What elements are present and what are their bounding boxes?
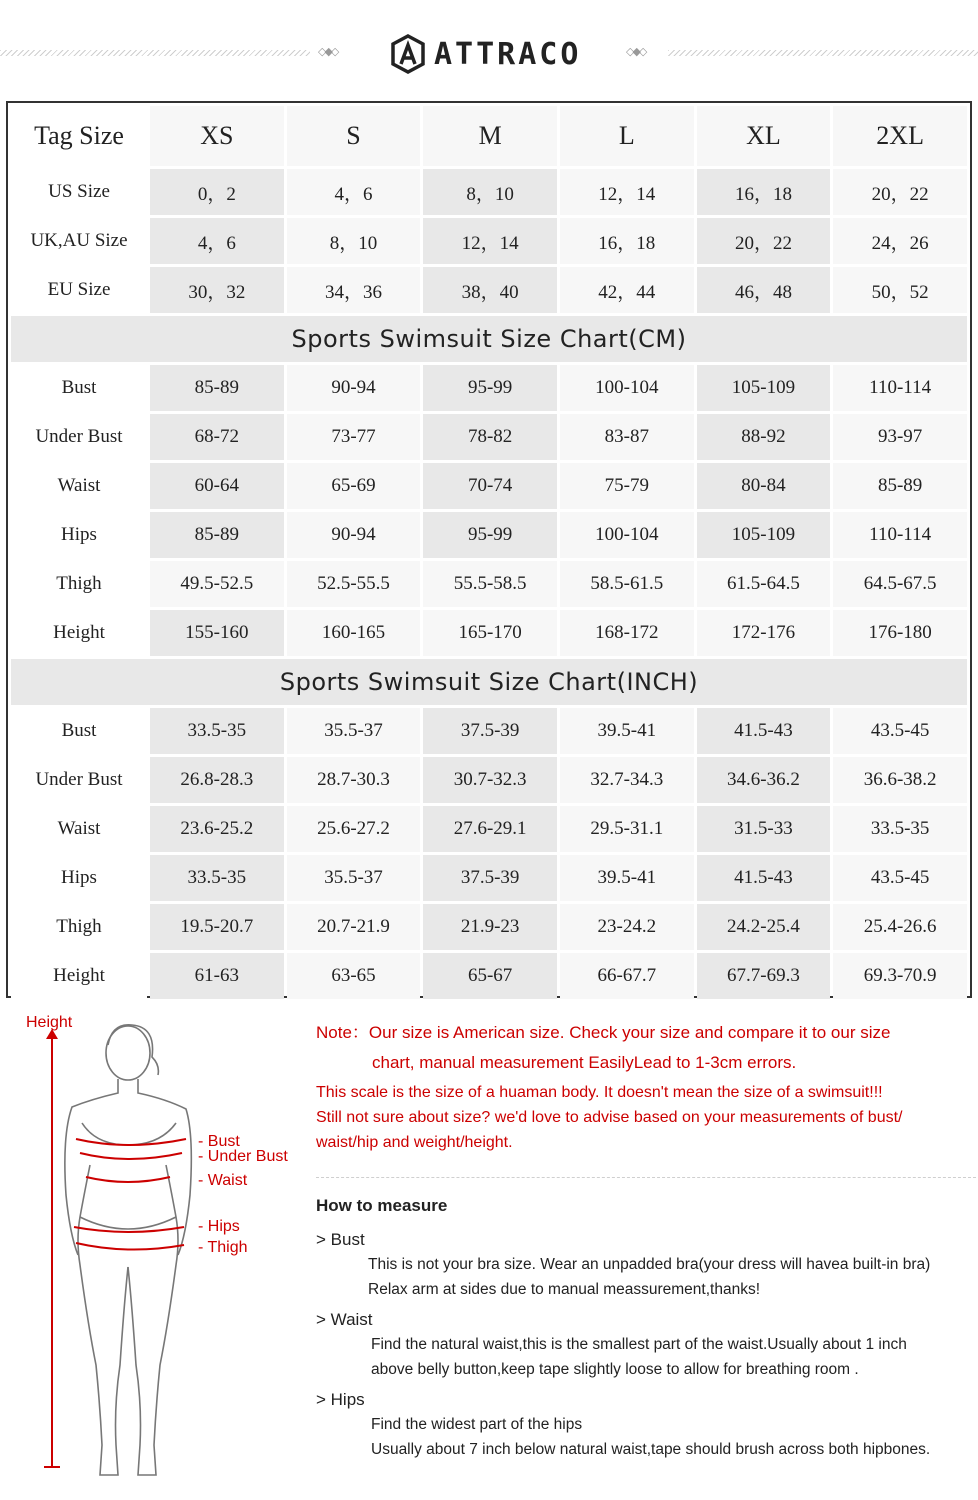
table-cell: 26.8-28.3 bbox=[150, 757, 284, 803]
row-label: US Size bbox=[11, 169, 147, 215]
hips-section-title: > Hips bbox=[316, 1390, 365, 1409]
header-hatch-left bbox=[0, 50, 310, 56]
table-cell: 43.5-45 bbox=[833, 708, 967, 754]
row-label: Height bbox=[11, 953, 147, 999]
row-label: Hips bbox=[11, 512, 147, 558]
table-cell: 4，6 bbox=[287, 169, 421, 215]
table-cell: 105-109 bbox=[697, 365, 831, 411]
table-cell: 160-165 bbox=[287, 610, 421, 656]
row-label: Under Bust bbox=[11, 414, 147, 460]
table-row bbox=[11, 463, 967, 509]
row-label: Hips bbox=[11, 855, 147, 901]
table-cell: 65-69 bbox=[287, 463, 421, 509]
table-cell: 30，32 bbox=[150, 267, 284, 313]
table-row bbox=[11, 610, 967, 656]
row-label: Waist bbox=[11, 463, 147, 509]
table-cell: 80-84 bbox=[697, 463, 831, 509]
hips-instructions bbox=[316, 1412, 976, 1462]
header-hatch-right bbox=[668, 50, 978, 56]
table-cell: 46，48 bbox=[697, 267, 831, 313]
table-cell: 52.5-55.5 bbox=[287, 561, 421, 607]
table-row bbox=[11, 267, 967, 313]
table-cell: 37.5-39 bbox=[423, 855, 557, 901]
scale-note bbox=[316, 1080, 976, 1155]
table-cell: 33.5-35 bbox=[150, 855, 284, 901]
cm-section-title: Sports Swimsuit Size Chart(CM) bbox=[11, 316, 967, 362]
table-cell: 63-65 bbox=[287, 953, 421, 999]
table-cell: 29.5-31.1 bbox=[560, 806, 694, 852]
table-cell: 69.3-70.9 bbox=[833, 953, 967, 999]
header bbox=[0, 0, 978, 100]
table-cell: 25.4-26.6 bbox=[833, 904, 967, 950]
section-header-row bbox=[11, 659, 967, 705]
table-cell: 21.9-23 bbox=[423, 904, 557, 950]
row-label: UK,AU Size bbox=[11, 218, 147, 264]
table-cell: 61.5-64.5 bbox=[697, 561, 831, 607]
table-cell: 0，2 bbox=[150, 169, 284, 215]
notes-section bbox=[316, 1018, 976, 1468]
header-cell: XS bbox=[150, 106, 284, 166]
table-cell: 24.2-25.4 bbox=[697, 904, 831, 950]
table-cell: 23.6-25.2 bbox=[150, 806, 284, 852]
row-label: Under Bust bbox=[11, 757, 147, 803]
hips-label: - Hips bbox=[198, 1218, 240, 1235]
table-cell: 176-180 bbox=[833, 610, 967, 656]
table-cell: 34.6-36.2 bbox=[697, 757, 831, 803]
hips-instruction-line: Find the widest part of the hips bbox=[371, 1416, 583, 1433]
row-label: EU Size bbox=[11, 267, 147, 313]
table-cell: 43.5-45 bbox=[833, 855, 967, 901]
table-cell: 110-114 bbox=[833, 365, 967, 411]
table-cell: 58.5-61.5 bbox=[560, 561, 694, 607]
brand-name: ATTRACO bbox=[434, 36, 582, 72]
table-cell: 32.7-34.3 bbox=[560, 757, 694, 803]
table-cell: 35.5-37 bbox=[287, 708, 421, 754]
table-cell: 90-94 bbox=[287, 512, 421, 558]
table-cell: 105-109 bbox=[697, 512, 831, 558]
row-label: Height bbox=[11, 610, 147, 656]
table-cell: 25.6-27.2 bbox=[287, 806, 421, 852]
table-cell: 95-99 bbox=[423, 512, 557, 558]
table-cell: 24，26 bbox=[833, 218, 967, 264]
table-row bbox=[11, 218, 967, 264]
row-label: Thigh bbox=[11, 904, 147, 950]
table-cell: 35.5-37 bbox=[287, 855, 421, 901]
table-cell: 49.5-52.5 bbox=[150, 561, 284, 607]
table-cell: 68-72 bbox=[150, 414, 284, 460]
table-cell: 61-63 bbox=[150, 953, 284, 999]
divider bbox=[316, 1177, 976, 1178]
table-cell: 168-172 bbox=[560, 610, 694, 656]
waist-line bbox=[86, 1177, 170, 1182]
table-cell: 19.5-20.7 bbox=[150, 904, 284, 950]
table-cell: 100-104 bbox=[560, 512, 694, 558]
note-line-4: Still not sure about size? we'd love to advise based on your measurements of bust/ bbox=[316, 1109, 903, 1126]
table-cell: 55.5-58.5 bbox=[423, 561, 557, 607]
note-line-5: waist/hip and weight/height. bbox=[316, 1134, 513, 1151]
height-label: Height bbox=[26, 1014, 73, 1031]
table-cell: 85-89 bbox=[150, 365, 284, 411]
under-bust-line bbox=[80, 1153, 182, 1159]
bust-line bbox=[76, 1139, 186, 1145]
table-cell: 50，52 bbox=[833, 267, 967, 313]
table-cell: 110-114 bbox=[833, 512, 967, 558]
table-cell: 34，36 bbox=[287, 267, 421, 313]
size-note bbox=[316, 1018, 976, 1078]
bust-instructions bbox=[316, 1252, 976, 1302]
table-cell: 70-74 bbox=[423, 463, 557, 509]
table-cell: 41.5-43 bbox=[697, 708, 831, 754]
table-cell: 75-79 bbox=[560, 463, 694, 509]
table-row bbox=[11, 365, 967, 411]
table-row bbox=[11, 512, 967, 558]
body-measurement-figure bbox=[0, 1005, 310, 1495]
waist-instructions bbox=[316, 1332, 976, 1382]
table-row bbox=[11, 757, 967, 803]
table-header-row bbox=[11, 106, 967, 166]
table-cell: 85-89 bbox=[833, 463, 967, 509]
header-cell: S bbox=[287, 106, 421, 166]
table-cell: 42，44 bbox=[560, 267, 694, 313]
table-cell: 41.5-43 bbox=[697, 855, 831, 901]
hips-instruction-line: Usually about 7 inch below natural waist,tape should brush across both hipbones. bbox=[371, 1441, 931, 1458]
table-row bbox=[11, 953, 967, 999]
row-label: Waist bbox=[11, 806, 147, 852]
table-cell: 172-176 bbox=[697, 610, 831, 656]
table-cell: 12，14 bbox=[560, 169, 694, 215]
table-cell: 73-77 bbox=[287, 414, 421, 460]
table-cell: 39.5-41 bbox=[560, 708, 694, 754]
thigh-line bbox=[76, 1243, 184, 1250]
table-row bbox=[11, 414, 967, 460]
table-cell: 28.7-30.3 bbox=[287, 757, 421, 803]
row-label: Bust bbox=[11, 365, 147, 411]
table-cell: 64.5-67.5 bbox=[833, 561, 967, 607]
table-cell: 36.6-38.2 bbox=[833, 757, 967, 803]
header-cell: L bbox=[560, 106, 694, 166]
row-label: Thigh bbox=[11, 561, 147, 607]
note-line-1: Note：Our size is American size. Check your size and compare it to our size bbox=[316, 1023, 891, 1042]
table-cell: 30.7-32.3 bbox=[423, 757, 557, 803]
brand-mark-icon bbox=[390, 34, 426, 74]
table-cell: 33.5-35 bbox=[150, 708, 284, 754]
table-cell: 12，14 bbox=[423, 218, 557, 264]
table-cell: 165-170 bbox=[423, 610, 557, 656]
table-cell: 85-89 bbox=[150, 512, 284, 558]
brand-logo bbox=[390, 32, 581, 76]
table-cell: 100-104 bbox=[560, 365, 694, 411]
table-cell: 27.6-29.1 bbox=[423, 806, 557, 852]
bust-label: - Bust bbox=[198, 1133, 240, 1150]
table-cell: 90-94 bbox=[287, 365, 421, 411]
table-cell: 60-64 bbox=[150, 463, 284, 509]
table-cell: 37.5-39 bbox=[423, 708, 557, 754]
table-cell: 38，40 bbox=[423, 267, 557, 313]
diamond-ornament-icon: ◇◆◇ bbox=[318, 45, 338, 58]
table-cell: 39.5-41 bbox=[560, 855, 694, 901]
table-row bbox=[11, 904, 967, 950]
waist-instruction-line: above belly button,keep tape slightly loose to allow for breathing room . bbox=[371, 1361, 859, 1378]
table-cell: 8，10 bbox=[423, 169, 557, 215]
header-cell: 2XL bbox=[833, 106, 967, 166]
under-bust-label: - Under Bust bbox=[198, 1148, 288, 1165]
size-chart-table bbox=[6, 101, 972, 998]
table-cell: 31.5-33 bbox=[697, 806, 831, 852]
table-cell: 20，22 bbox=[833, 169, 967, 215]
diamond-ornament-icon: ◇◆◇ bbox=[626, 45, 646, 58]
waist-label: - Waist bbox=[198, 1172, 248, 1189]
table-row bbox=[11, 806, 967, 852]
table-cell: 78-82 bbox=[423, 414, 557, 460]
table-cell: 155-160 bbox=[150, 610, 284, 656]
thigh-label: - Thigh bbox=[198, 1239, 248, 1256]
table-cell: 16，18 bbox=[560, 218, 694, 264]
table-cell: 65-67 bbox=[423, 953, 557, 999]
table-cell: 20，22 bbox=[697, 218, 831, 264]
waist-instruction-line: Find the natural waist,this is the smallest part of the waist.Usually about 1 inch bbox=[371, 1336, 907, 1353]
table-cell: 8，10 bbox=[287, 218, 421, 264]
table-row bbox=[11, 561, 967, 607]
section-header-row bbox=[11, 316, 967, 362]
table-cell: 20.7-21.9 bbox=[287, 904, 421, 950]
table-cell: 33.5-35 bbox=[833, 806, 967, 852]
table-cell: 16，18 bbox=[697, 169, 831, 215]
inch-section-title: Sports Swimsuit Size Chart(INCH) bbox=[11, 659, 967, 705]
header-cell: XL bbox=[697, 106, 831, 166]
table-row bbox=[11, 855, 967, 901]
table-cell: 83-87 bbox=[560, 414, 694, 460]
row-label: Bust bbox=[11, 708, 147, 754]
waist-section-title: > Waist bbox=[316, 1310, 373, 1329]
table-row bbox=[11, 169, 967, 215]
note-line-3: This scale is the size of a huaman body. It doesn't mean the size of a swimsuit!!! bbox=[316, 1084, 883, 1101]
table-cell: 67.7-69.3 bbox=[697, 953, 831, 999]
header-cell: M bbox=[423, 106, 557, 166]
body-outline-illustration bbox=[0, 1005, 310, 1495]
table-cell: 95-99 bbox=[423, 365, 557, 411]
how-to-measure-title: How to measure bbox=[316, 1196, 448, 1215]
bust-instruction-line: This is not your bra size. Wear an unpadded bra(your dress will havea built-in bra) bbox=[368, 1256, 931, 1273]
table-cell: 23-24.2 bbox=[560, 904, 694, 950]
table-cell: 93-97 bbox=[833, 414, 967, 460]
header-cell: Tag Size bbox=[11, 106, 147, 166]
table-cell: 66-67.7 bbox=[560, 953, 694, 999]
bust-section-title: > Bust bbox=[316, 1230, 365, 1249]
table-cell: 88-92 bbox=[697, 414, 831, 460]
table-cell: 4，6 bbox=[150, 218, 284, 264]
bust-instruction-line: Relax arm at sides due to manual meassurement,thanks! bbox=[368, 1281, 760, 1298]
table-row bbox=[11, 708, 967, 754]
note-line-2: chart, manual measurement EasilyLead to 1-3cm errors. bbox=[372, 1053, 797, 1072]
